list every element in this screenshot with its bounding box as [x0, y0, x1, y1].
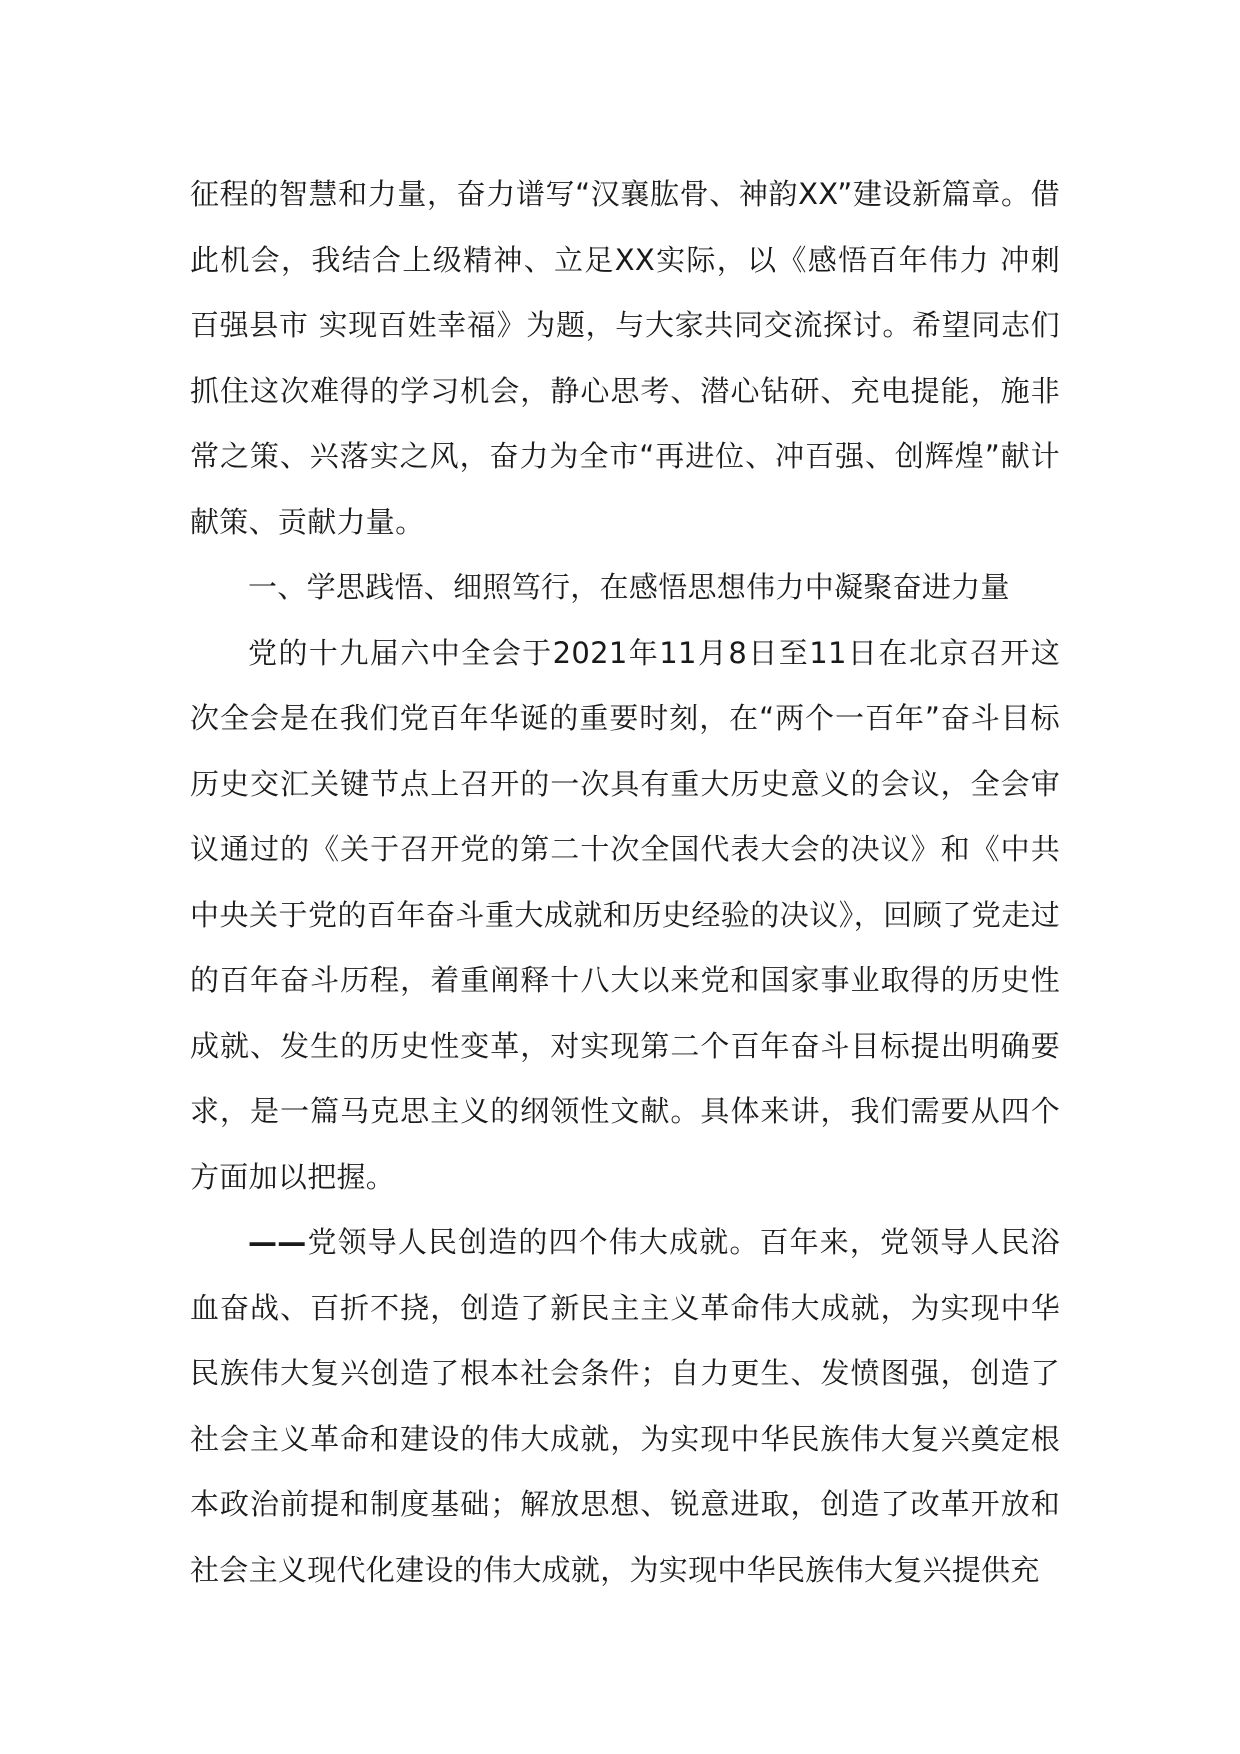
- paragraph-plenary-session: 党的十九届六中全会于2021年11月8日至11日在北京召开这次全会是在我们党百年华诞的重要时刻，在“两个一百年”奋斗目标历史交汇关键节点上召开的一次具有重大历史意义的会议，全会审议通过的《关于召开党的第二十次全国代表大会的决议》和《中共中央关于党的百年奋斗重大成就和历史经验的决议》，回顾了党走过的百年奋斗历程，着重阐释十八大以来党和国家事业取得的历史性成就、发生的历史性变革，对实现第二个百年奋斗目标提出明确要求，是一篇马克思主义的纲领性文献。具体来讲，我们需要从四个方面加以把握。: [190, 635, 1060, 1194]
- em-dash-marker: ——: [248, 1225, 307, 1259]
- paragraph-intro-continued: 征程的智慧和力量，奋力谱写“汉襄肱骨、神韵XX”建设新篇章。借此机会，我结合上级精神、立足XX实际，以《感悟百年伟力 冲刺百强县市 实现百姓幸福》为题，与大家共同交流探讨。希望同志们抓住这次难得的学习机会，静心思考、潜心钻研、充电提能，施非常之策、兴落实之风，奋力为全市“再进位、冲百强、创辉煌”献计献策、贡献力量。: [190, 177, 1060, 539]
- paragraph-four-achievements-text: 党领导人民创造的四个伟大成就。百年来，党领导人民浴血奋战、百折不挠，创造了新民主主义革命伟大成就，为实现中华民族伟大复兴创造了根本社会条件；自力更生、发愤图强，创造了社会主义革命和建设的伟大成就，为实现中华民族伟大复兴奠定根本政治前提和制度基础；解放思想、锐意进取，创造了改革开放和社会主义现代化建设的伟大成就，为实现中华民族伟大复兴提供充: [190, 1225, 1060, 1587]
- document-body: [190, 162, 1060, 1603]
- section-heading-1: 一、学思践悟、细照笃行，在感悟思想伟力中凝聚奋进力量: [248, 570, 1010, 604]
- paragraph-four-achievements: [190, 1210, 1060, 1603]
